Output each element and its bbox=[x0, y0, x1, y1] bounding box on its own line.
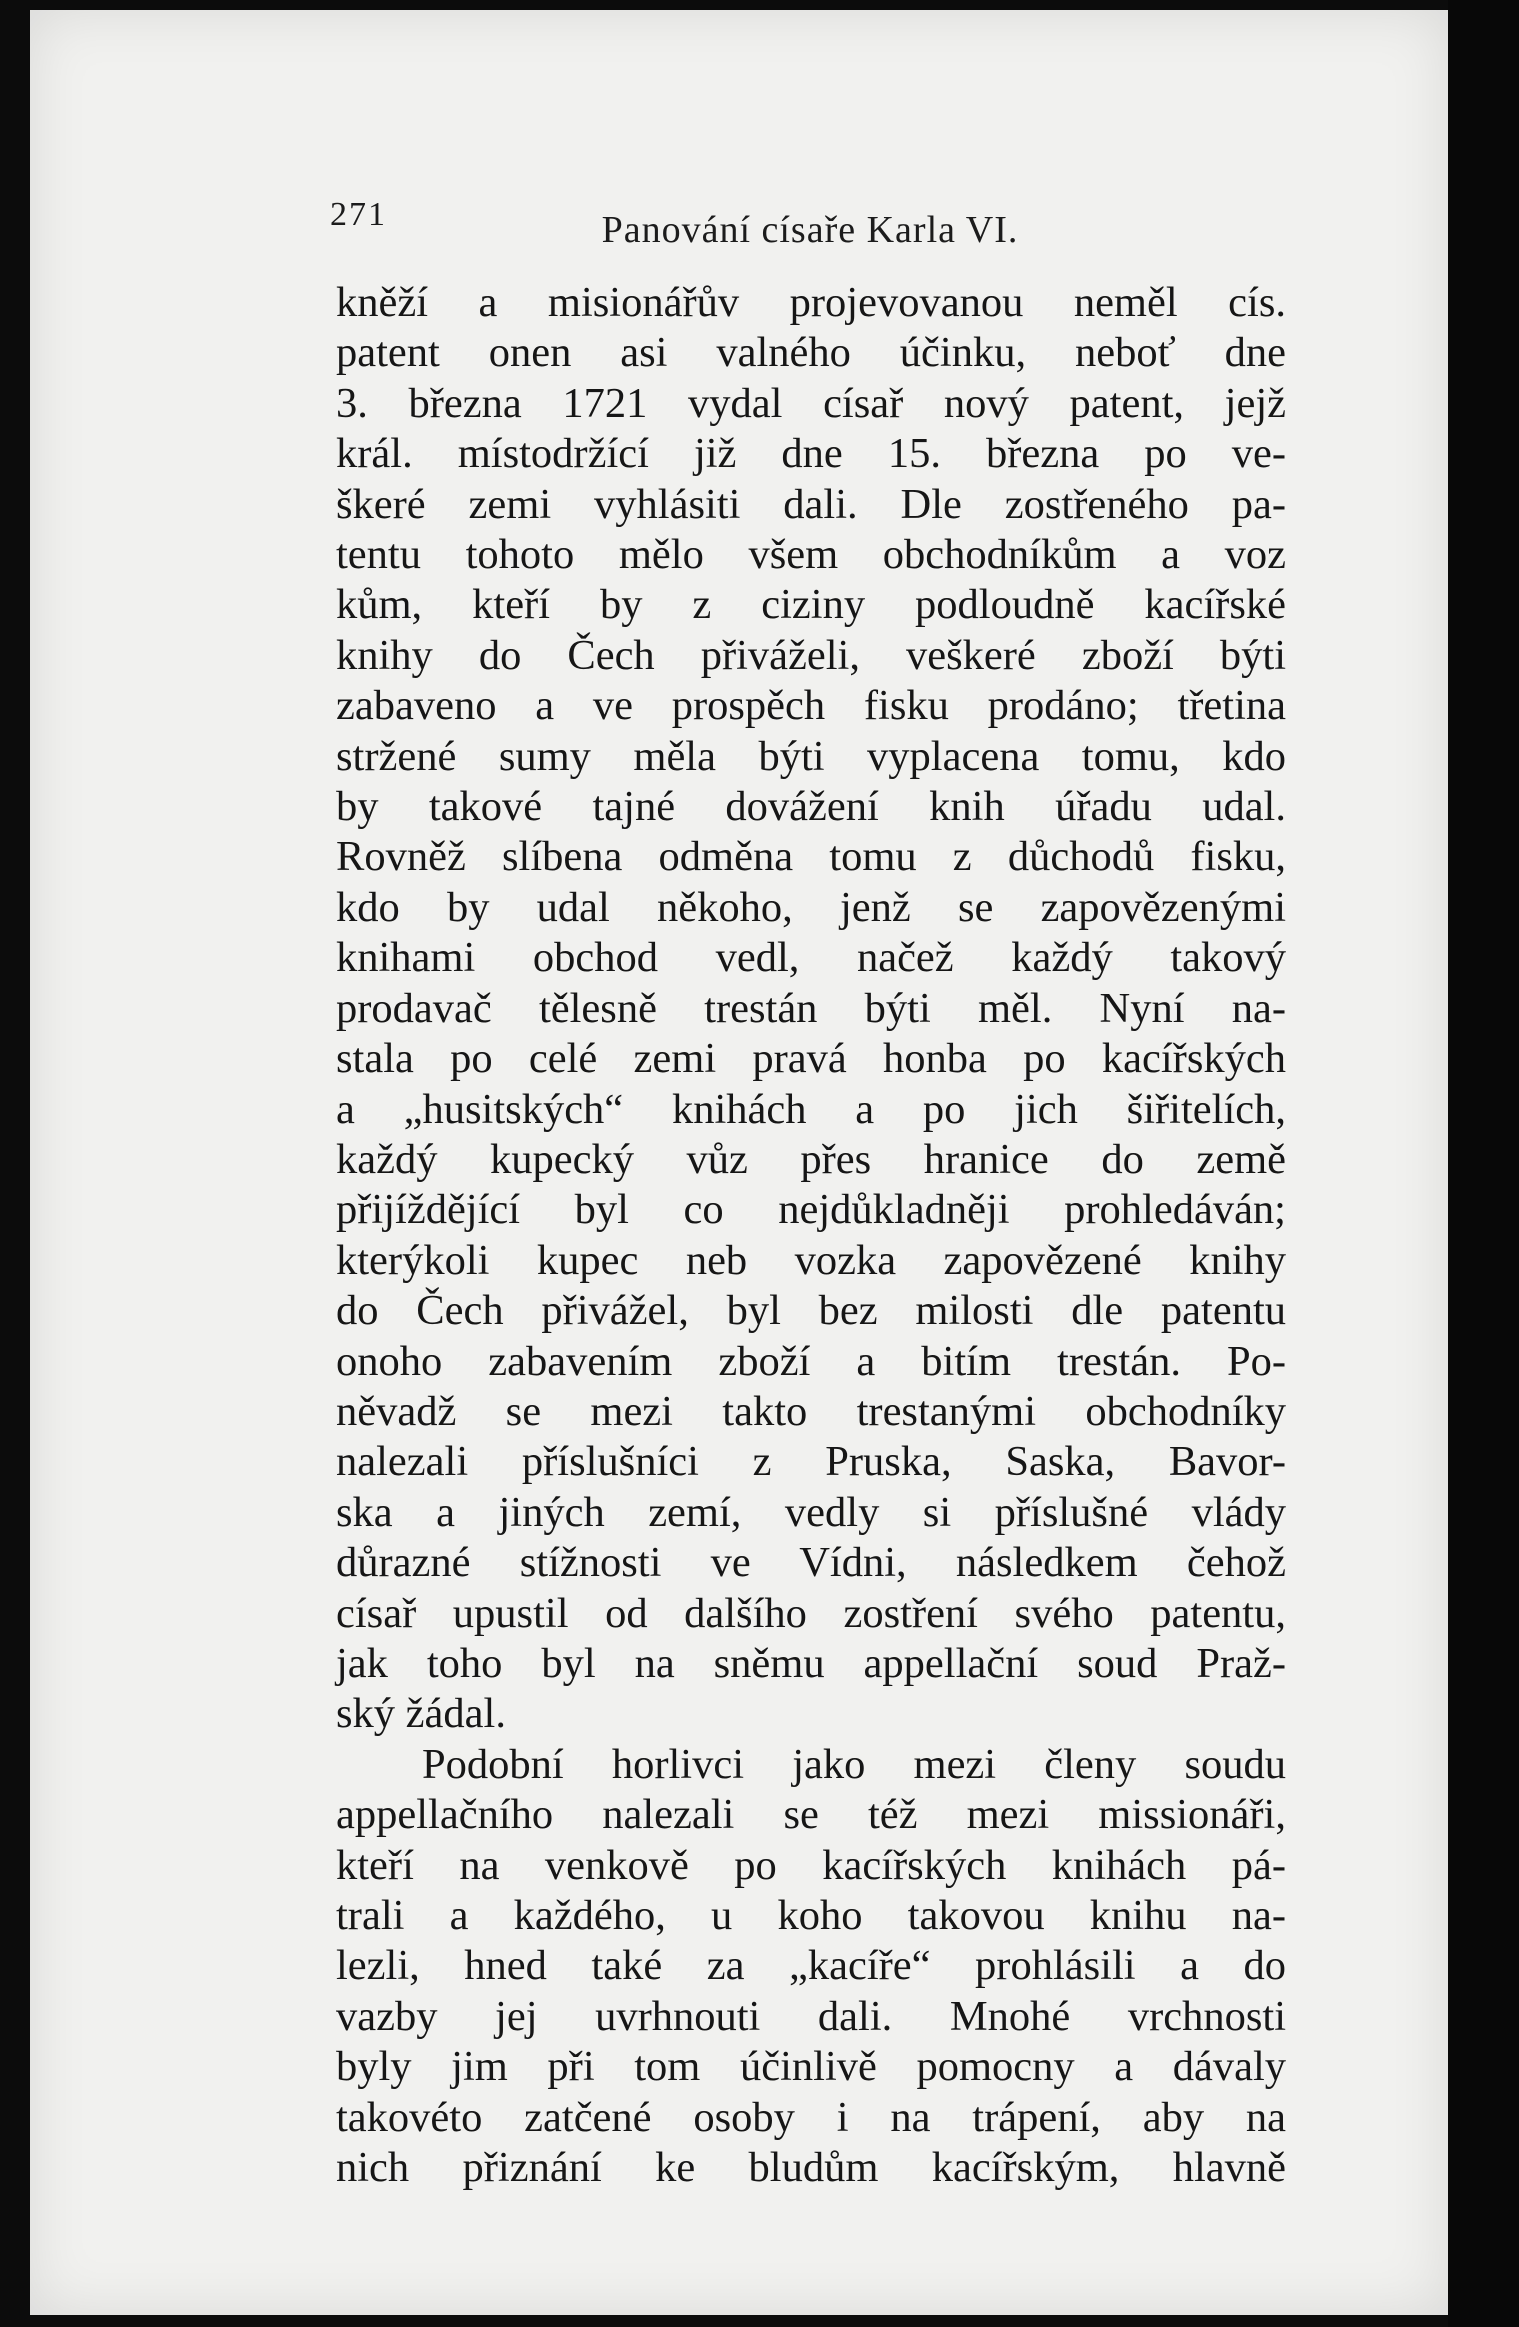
text-line: nich přiznání ke bludům kacířským, hlavně bbox=[336, 2144, 1286, 2192]
running-title: Panování císaře Karla VI. bbox=[601, 209, 1019, 251]
paragraph-end-line: ský žádal. bbox=[336, 1690, 506, 1738]
text-line: každý kupecký vůz přes hranice do země bbox=[336, 1135, 1286, 1183]
book-page bbox=[30, 10, 1448, 2315]
text-line: tentu tohoto mělo všem obchodníkům a voz bbox=[336, 531, 1286, 579]
text-line: stržené sumy měla býti vyplacena tomu, kdo bbox=[336, 732, 1286, 780]
text-line: trali a každého, u koho takovou knihu na- bbox=[336, 1892, 1286, 1939]
text-line: císař upustil od dalšího zostření svého patentu, bbox=[336, 1589, 1286, 1637]
running-head bbox=[330, 196, 1290, 256]
text-line: 3. března 1721 vydal císař nový patent, jejž bbox=[336, 379, 1286, 427]
text-line: zabaveno a ve prospěch fisku prodáno; třetina bbox=[336, 682, 1286, 730]
text-line: kněží a misionářův projevovanou neměl cís. bbox=[336, 279, 1286, 326]
text-line: byly jim při tom účinlivě pomocny a dávaly bbox=[336, 2043, 1286, 2091]
text-line: nalezali příslušníci z Pruska, Saska, Bavor- bbox=[336, 1438, 1286, 1486]
text-line: onoho zabavením zboží a bitím trestán. Po- bbox=[336, 1337, 1286, 1385]
body-text bbox=[336, 278, 1286, 2193]
text-line: škeré zemi vyhlásiti dali. Dle zostřeného pa- bbox=[336, 480, 1286, 528]
text-line: lezli, hned také za „kacíře“ prohlásili a do bbox=[336, 1942, 1286, 1990]
text-line: něvadž se mezi takto trestanými obchodníky bbox=[336, 1387, 1286, 1435]
text-line: vazby jej uvrhnouti dali. Mnohé vrchnosti bbox=[336, 1992, 1286, 2040]
text-line: král. místodržící již dne 15. března po ve- bbox=[336, 430, 1286, 478]
text-line: jak toho byl na sněmu appellační soud Praž- bbox=[336, 1639, 1286, 1687]
text-line: kdo by udal někoho, jenž se zapovězenými bbox=[336, 883, 1286, 931]
page-number: 271 bbox=[330, 196, 387, 233]
text-line: appellačního nalezali se též mezi missionáři, bbox=[336, 1791, 1286, 1839]
text-line: prodavač tělesně trestán býti měl. Nyní na- bbox=[336, 984, 1286, 1032]
text-line: by takové tajné dovážení knih úřadu udal. bbox=[336, 783, 1286, 831]
text-line: kteří na venkově po kacířských knihách pá- bbox=[336, 1841, 1286, 1889]
text-line: přijíždějící byl co nejdůkladněji prohledáván; bbox=[336, 1186, 1286, 1234]
text-line: knihami obchod vedl, načež každý takový bbox=[336, 934, 1286, 982]
text-line: Rovněž slíbena odměna tomu z důchodů fisku, bbox=[336, 833, 1286, 881]
scan-dark-edge bbox=[1448, 0, 1519, 2327]
text-line: důrazné stížnosti ve Vídni, následkem čehož bbox=[336, 1539, 1286, 1587]
text-line: knihy do Čech přiváželi, veškeré zboží býti bbox=[336, 631, 1286, 679]
text-line: ska a jiných zemí, vedly si příslušné vlády bbox=[336, 1488, 1286, 1536]
text-line: kterýkoli kupec neb vozka zapovězené knihy bbox=[336, 1236, 1286, 1284]
paragraph-start-line: Podobní horlivci jako mezi členy soudu bbox=[422, 1740, 1286, 1788]
text-line: takovéto zatčené osoby i na trápení, aby na bbox=[336, 2093, 1286, 2141]
text-line: a „husitských“ knihách a po jich šiřitelích, bbox=[336, 1085, 1286, 1133]
text-line: kům, kteří by z ciziny podloudně kacířské bbox=[336, 581, 1286, 629]
text-line: stala po celé zemi pravá honba po kacířských bbox=[336, 1035, 1286, 1083]
text-line: do Čech přivážel, byl bez milosti dle patentu bbox=[336, 1287, 1286, 1335]
text-line: patent onen asi valného účinku, neboť dne bbox=[336, 329, 1286, 377]
